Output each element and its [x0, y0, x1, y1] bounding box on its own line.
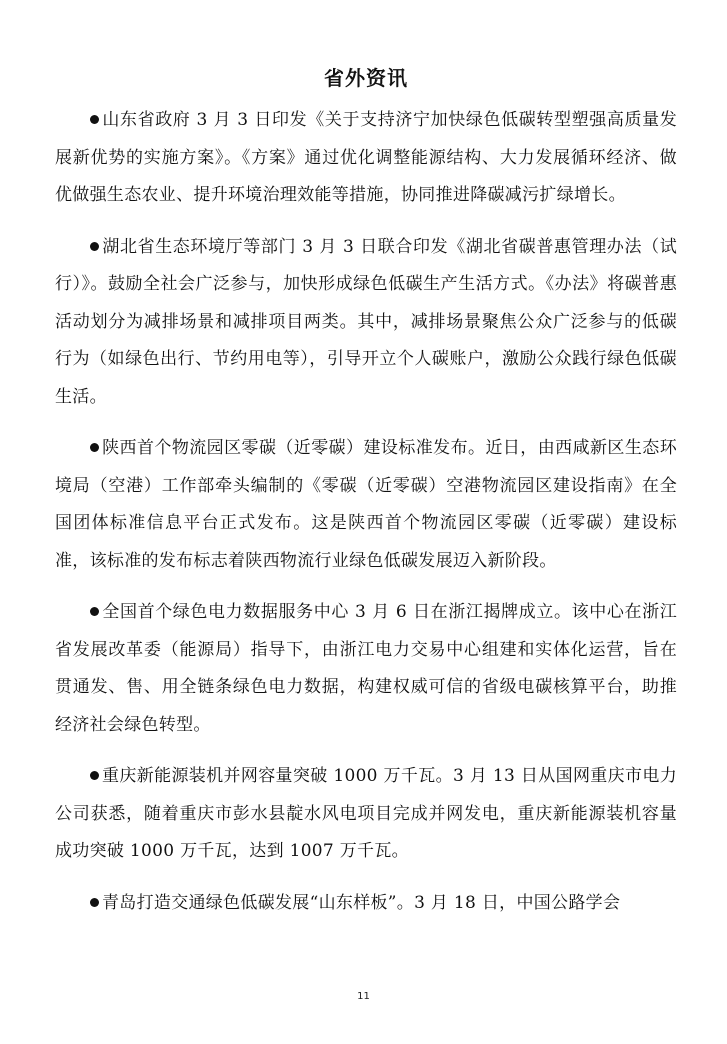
- news-item-text: 青岛打造交通绿色低碳发展“山东样板”。3 月 18 日，中国公路学会: [102, 892, 621, 913]
- page-number: 11: [357, 991, 370, 1002]
- bullet-icon: [90, 771, 99, 780]
- news-item-zhejiang: [55, 594, 677, 744]
- news-item-shandong: [55, 102, 677, 215]
- news-item-text: 陕西首个物流园区零碳（近零碳）建设标准发布。近日，由西咸新区生态环境局（空港）工作部牵头编制的《零碳（近零碳）空港物流园区建设指南》在全国团体标准信息平台正式发布。这是陕西首个物流园区零碳（近零碳）建设标准，该标准的发布标志着陕西物流行业绿色低碳发展迈入新阶段。: [55, 438, 677, 571]
- bullet-icon: [90, 115, 99, 124]
- news-item-text: 山东省政府 3 月 3 日印发《关于支持济宁加快绿色低碳转型塑强高质量发展新优势的实施方案》。《方案》通过优化调整能源结构、大力发展循环经济、做优做强生态农业、提升环境治理效能等措施，协同推进降碳减污扩绿增长。: [55, 110, 677, 205]
- news-item-text: 湖北省生态环境厅等部门 3 月 3 日联合印发《湖北省碳普惠管理办法（试行）》。鼓励全社会广泛参与，加快形成绿色低碳生产生活方式。《办法》将碳普惠活动划分为减排场景和减排项目两类。其中，减排场景聚焦公众广泛参与的低碳行为（如绿色出行、节约用电等），引导开立个人碳账户，激励公众践行绿色低碳生活。: [55, 236, 677, 407]
- news-item-text: 全国首个绿色电力数据服务中心 3 月 6 日在浙江揭牌成立。该中心在浙江省发展改革委（能源局）指导下，由浙江电力交易中心组建和实体化运营，旨在贯通发、售、用全链条绿色电力数据，构建权威可信的省级电碳核算平台，助推经济社会绿色转型。: [55, 602, 677, 735]
- news-item-text: 重庆新能源装机并网容量突破 1000 万千瓦。3 月 13 日从国网重庆市电力公司获悉，随着重庆市彭水县靛水风电项目完成并网发电，重庆新能源装机容量成功突破 1000 万千瓦，达到 1007 万千瓦。: [55, 766, 677, 861]
- news-item-qingdao: [55, 885, 677, 923]
- bullet-icon: [90, 443, 99, 452]
- bullet-icon: [90, 242, 99, 251]
- bullet-icon: [90, 898, 99, 907]
- news-item-hubei: [55, 229, 677, 417]
- news-item-shaanxi: [55, 430, 677, 580]
- document-page: [55, 62, 677, 936]
- news-item-chongqing: [55, 758, 677, 871]
- section-title: 省外资讯: [324, 66, 408, 90]
- bullet-icon: [90, 607, 99, 616]
